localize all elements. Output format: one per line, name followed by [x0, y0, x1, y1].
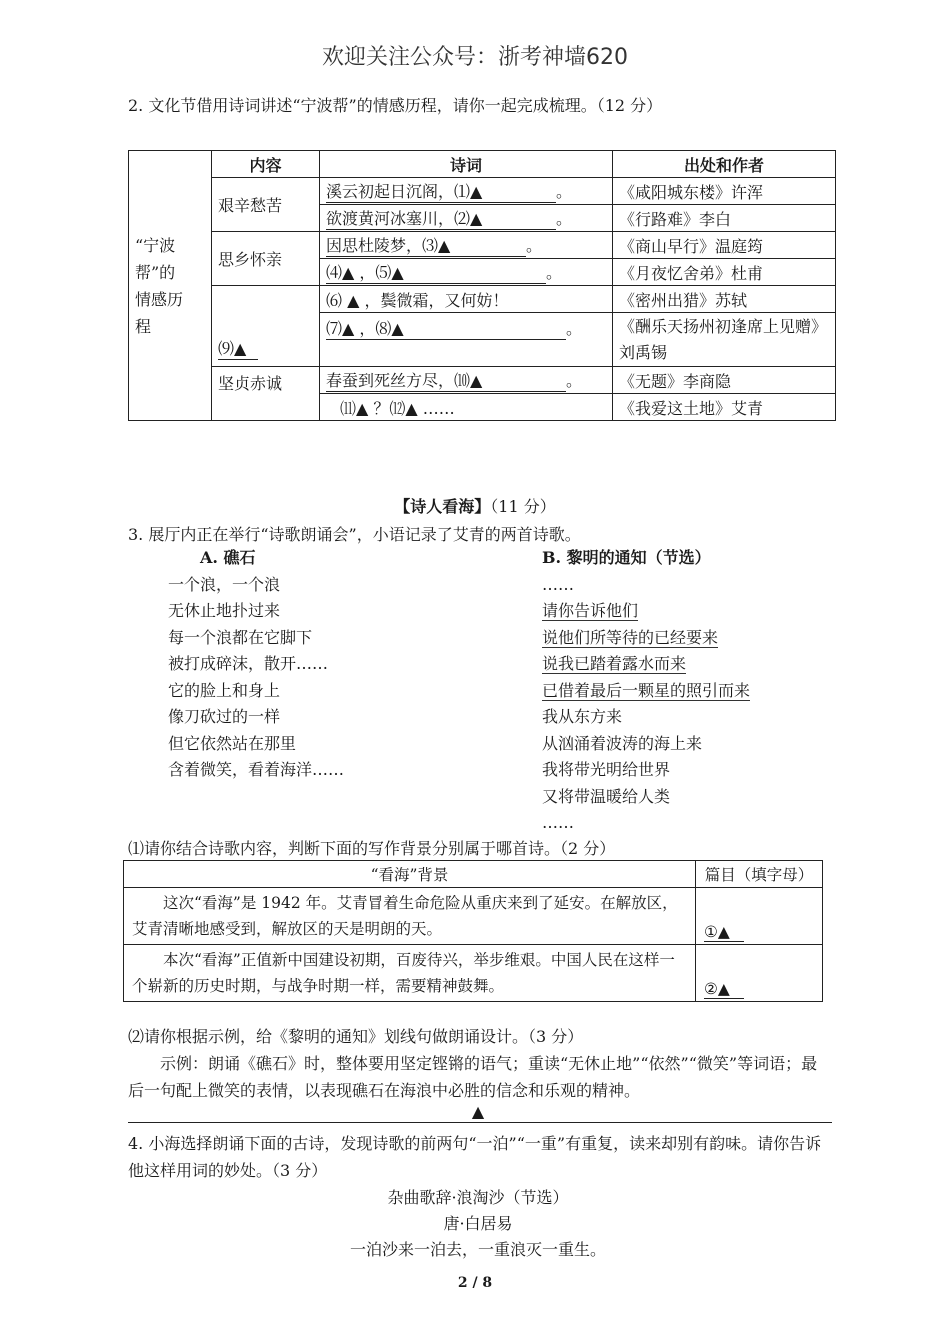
source-cell: 《月夜忆舍弟》杜甫	[613, 259, 836, 286]
section-title: 【诗人看海】	[394, 497, 491, 516]
poem-line: ……	[542, 813, 574, 832]
poem-line: ……	[542, 574, 574, 594]
poem-end: 。	[566, 319, 583, 338]
poem-blank[interactable]: ⑷▲ ，⑸▲	[326, 260, 546, 284]
source-cell: 《无题》李商隐	[613, 367, 836, 394]
row-label-cell	[129, 151, 212, 421]
underlined-text: 已借着最后一颗星的照引而来	[542, 680, 751, 700]
answer-blank-1[interactable]: ①▲	[704, 923, 744, 942]
poem-cell	[320, 259, 613, 286]
q4-poem	[128, 1185, 828, 1263]
page-number: 2 / 8	[457, 1275, 493, 1291]
source-cell: 《咸阳城东楼》许浑	[613, 178, 836, 205]
row-label: “宁波帮”的情感历程	[135, 235, 184, 336]
poem-blank[interactable]: 欲渡黄河冰塞川，⑵▲	[326, 206, 556, 230]
q4-poem-author: 唐·白居易	[443, 1214, 513, 1233]
poem-line: 像刀砍过的一样	[168, 707, 281, 726]
poem-line: 无休止地扑过来	[168, 601, 281, 620]
poem-line-underlined	[542, 625, 750, 652]
poem-line: 一个浪，一个浪	[168, 574, 281, 594]
poem-cell	[320, 367, 613, 394]
table-header-answer: 篇目（填字母）	[696, 861, 823, 888]
poem-blank[interactable]: 因思杜陵梦，⑶▲	[326, 233, 526, 257]
poem-a	[168, 545, 345, 784]
poem-b-title: B. 黎明的通知（节选）	[542, 548, 711, 567]
source-cell: 《商山早行》温庭筠	[613, 232, 836, 259]
q3-part1: ⑴请你结合诗歌内容，判断下面的写作背景分别属于哪首诗。（2 分）	[128, 839, 616, 858]
background-cell: 这次“看海”是 1942 年。艾青冒着生命危险从重庆来到了延安。在解放区，艾青清晰地感受到，解放区的天是明朗的天。	[124, 888, 696, 945]
underlined-text: 说我已踏着露水而来	[542, 654, 687, 673]
poem-line: 从汹涌着波涛的海上来	[542, 733, 703, 753]
group-label: 思乡怀亲	[212, 232, 320, 286]
q2-table	[128, 150, 836, 421]
answer-cell[interactable]	[696, 888, 823, 945]
poem-blank[interactable]: ⑾▲ ？⑿▲ ……	[340, 398, 455, 418]
answer-blank-9[interactable]: ⑼▲	[218, 336, 258, 360]
q3-example: 示例：朗诵《礁石》时，整体要用坚定铿锵的语气；重读“无休止地”“依然”“微笑”等词语；最后一句配上微笑的表情，以表现礁石在海浪中必胜的信念和乐观的精神。	[128, 1054, 818, 1100]
poem-cell	[320, 178, 613, 205]
source-cell: 《密州出猎》苏轼	[613, 286, 836, 313]
poem-line-underlined	[542, 651, 750, 678]
poem-blank[interactable]: ⑺▲ ，⑻▲	[326, 316, 566, 340]
poem-line: 每一个浪都在它脚下	[168, 627, 313, 647]
poem-cell	[320, 286, 613, 313]
header-poem: 诗词	[320, 151, 613, 178]
page-header-watermark: 欢迎关注公众号：浙考神墙620	[322, 45, 628, 70]
q4-text: 4. 小海选择朗诵下面的古诗，发现诗歌的前两句“一泊”“一重”有重复，读来却别有韵味。请你告诉他这样用词的妙处。（3 分）	[128, 1134, 822, 1180]
q4-poem-title: 杂曲歌辞·浪淘沙（节选）	[387, 1188, 569, 1207]
poem-line: 被打成碎沫，散开……	[168, 654, 329, 673]
poem-line-underlined	[542, 598, 750, 625]
q2-title: 2. 文化节借用诗词讲述“宁波帮”的情感历程，请你一起完成梳理。（12 分）	[128, 96, 663, 115]
poem-line: 但它依然站在那里	[168, 733, 297, 753]
group-label-blank[interactable]	[212, 286, 320, 367]
poem-cell	[320, 232, 613, 259]
answer-triangle[interactable]: ▲	[471, 1102, 485, 1121]
q3-part2: ⑵请你根据示例，给《黎明的通知》划线句做朗诵设计。（3 分）	[128, 1027, 584, 1046]
poem-end: 。	[566, 371, 583, 390]
poem-b	[542, 545, 750, 837]
q3-table	[123, 860, 823, 1002]
section-heading	[0, 494, 950, 517]
poem-blank[interactable]: 溪云初起日沉阁，⑴▲	[326, 179, 556, 203]
poem-end: 。	[556, 209, 573, 228]
q4-poem-line: 一泊沙来一泊去，一重浪灭一重生。	[349, 1240, 606, 1259]
background-cell: 本次“看海”正值新中国建设初期，百废待兴，举步维艰。中国人民在这样一个崭新的历史时期，与战争时期一样，需要精神鼓舞。	[124, 945, 696, 1002]
poem-cell	[320, 313, 613, 367]
poem-line: 我将带光明给世界	[542, 760, 671, 779]
header-content: 内容	[212, 151, 320, 178]
poem-line: 我从东方来	[542, 707, 623, 726]
table-header-background: “看海”背景	[124, 861, 696, 888]
source-cell: 《酬乐天扬州初逢席上见赠》刘禹锡	[613, 313, 836, 367]
poem-end: 。	[556, 182, 573, 201]
poem-end: 。	[546, 263, 563, 282]
group-label: 艰辛愁苦	[212, 178, 320, 232]
poem-line: 含着微笑，看着海洋……	[168, 760, 345, 779]
answer-blank-2[interactable]: ②▲	[704, 980, 744, 999]
poem-line: 它的脸上和身上	[168, 680, 281, 700]
section-score: （11 分）	[490, 497, 556, 516]
poem-line: 又将带温暖给人类	[542, 786, 671, 806]
underlined-text: 请你告诉他们	[542, 601, 639, 620]
header-source: 出处和作者	[613, 151, 836, 178]
poem-cell	[320, 205, 613, 232]
poem-a-lines	[168, 572, 344, 784]
group-label: 坚贞赤诚	[212, 367, 320, 421]
q3-intro: 3. 展厅内正在举行“诗歌朗诵会”，小语记录了艾青的两首诗歌。	[128, 525, 581, 544]
poem-blank[interactable]: ⑹ ▲ ，鬓微霜，又何妨！	[326, 290, 509, 310]
source-cell: 《我爱这土地》艾青	[613, 394, 836, 421]
source-cell: 《行路难》李白	[613, 205, 836, 232]
answer-cell[interactable]	[696, 945, 823, 1002]
poem-line-underlined	[542, 678, 750, 705]
underlined-text: 说他们所等待的已经要来	[542, 627, 719, 647]
poem-a-title: A. 礁石	[200, 548, 256, 567]
answer-line[interactable]	[128, 1122, 832, 1123]
poem-blank[interactable]: 春蚕到死丝方尽，⑽▲	[326, 368, 566, 392]
poem-cell	[320, 394, 613, 421]
poem-end: 。	[526, 236, 543, 255]
